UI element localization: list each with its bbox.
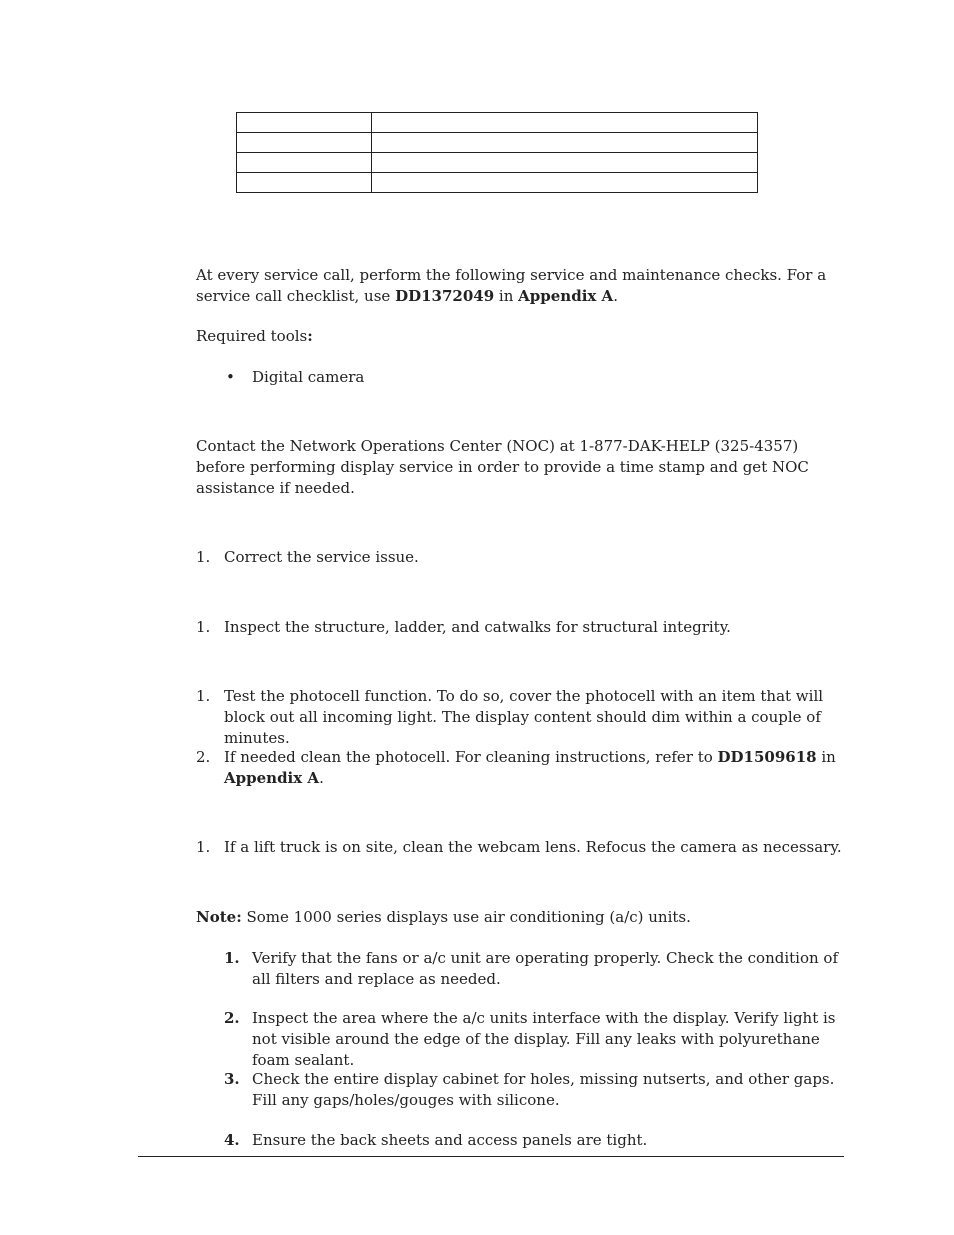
ac-note <box>196 907 846 928</box>
step-number: 3. <box>224 1070 240 1088</box>
table-cell <box>372 173 758 193</box>
required-tools-label <box>196 326 846 347</box>
ac-step-4: Ensure the back sheets and access panels are tight. <box>252 1131 648 1149</box>
intro-end: . <box>613 287 618 305</box>
service-issue-step: Correct the service issue. <box>224 548 419 566</box>
table-cell <box>237 173 372 193</box>
header-table <box>236 112 758 193</box>
ac-step-2: Inspect the area where the a/c units interface with the display. Verify light is not visible around the edge of the display. Fill any leaks with polyurethane foam sealant. <box>252 1009 836 1069</box>
step-text: If needed clean the photocell. For cleaning instructions, refer to <box>224 748 718 766</box>
intro-in: in <box>494 287 519 305</box>
tools-colon: : <box>307 327 313 345</box>
step-number: 1. <box>196 618 211 636</box>
note-label: Note: <box>196 908 242 926</box>
structure-step: Inspect the structure, ladder, and catwalks for structural integrity. <box>224 618 731 636</box>
tools-label-text: Required tools <box>196 327 308 345</box>
ac-step-3: Check the entire display cabinet for holes, missing nutserts, and other gaps. Fill any gaps/holes/gouges with silicone. <box>252 1070 835 1109</box>
tool-item: Digital camera <box>252 368 365 386</box>
table-cell <box>237 113 372 133</box>
step-number: 2. <box>196 748 211 766</box>
appendix-reference: Appendix A <box>224 769 320 787</box>
noc-paragraph: Contact the Network Operations Center (NOC) at 1-877-DAK-HELP (325-4357) before performing display service in order to provide a time stamp and get NOC assistance if needed. <box>196 437 809 497</box>
footer-divider <box>138 1156 844 1157</box>
table-cell <box>237 153 372 173</box>
step-in: in <box>816 748 836 766</box>
step-number: 1. <box>196 687 211 705</box>
step-number: 1. <box>224 949 240 967</box>
step-number: 1. <box>196 838 211 856</box>
intro-text: At every service call, perform the following service and maintenance checks. For a service call checklist, use <box>196 266 827 305</box>
ac-step-1: Verify that the fans or a/c unit are operating properly. Check the condition of all filters and replace as needed. <box>252 949 838 988</box>
webcam-step: If a lift truck is on site, clean the webcam lens. Refocus the camera as necessary. <box>224 838 842 856</box>
table-row <box>237 173 758 193</box>
table-cell <box>237 133 372 153</box>
table-row <box>237 153 758 173</box>
intro-paragraph <box>196 265 846 307</box>
doc-reference: DD1372049 <box>395 287 495 305</box>
table-row <box>237 113 758 133</box>
table-row <box>237 133 758 153</box>
photocell-step-1: Test the photocell function. To do so, cover the photocell with an item that will block out all incoming light. The display content should dim within a couple of minutes. <box>224 687 824 747</box>
doc-reference: DD1509618 <box>717 748 817 766</box>
step-end: . <box>319 769 324 787</box>
table-cell <box>372 153 758 173</box>
note-text: Some 1000 series displays use air conditioning (a/c) units. <box>241 908 691 926</box>
table-cell <box>372 113 758 133</box>
step-number: 2. <box>224 1009 240 1027</box>
step-number: 4. <box>224 1131 240 1149</box>
bullet-icon: • <box>226 368 235 386</box>
table-cell <box>372 133 758 153</box>
photocell-step-2 <box>224 747 844 789</box>
step-number: 1. <box>196 548 211 566</box>
appendix-reference: Appendix A <box>518 287 614 305</box>
